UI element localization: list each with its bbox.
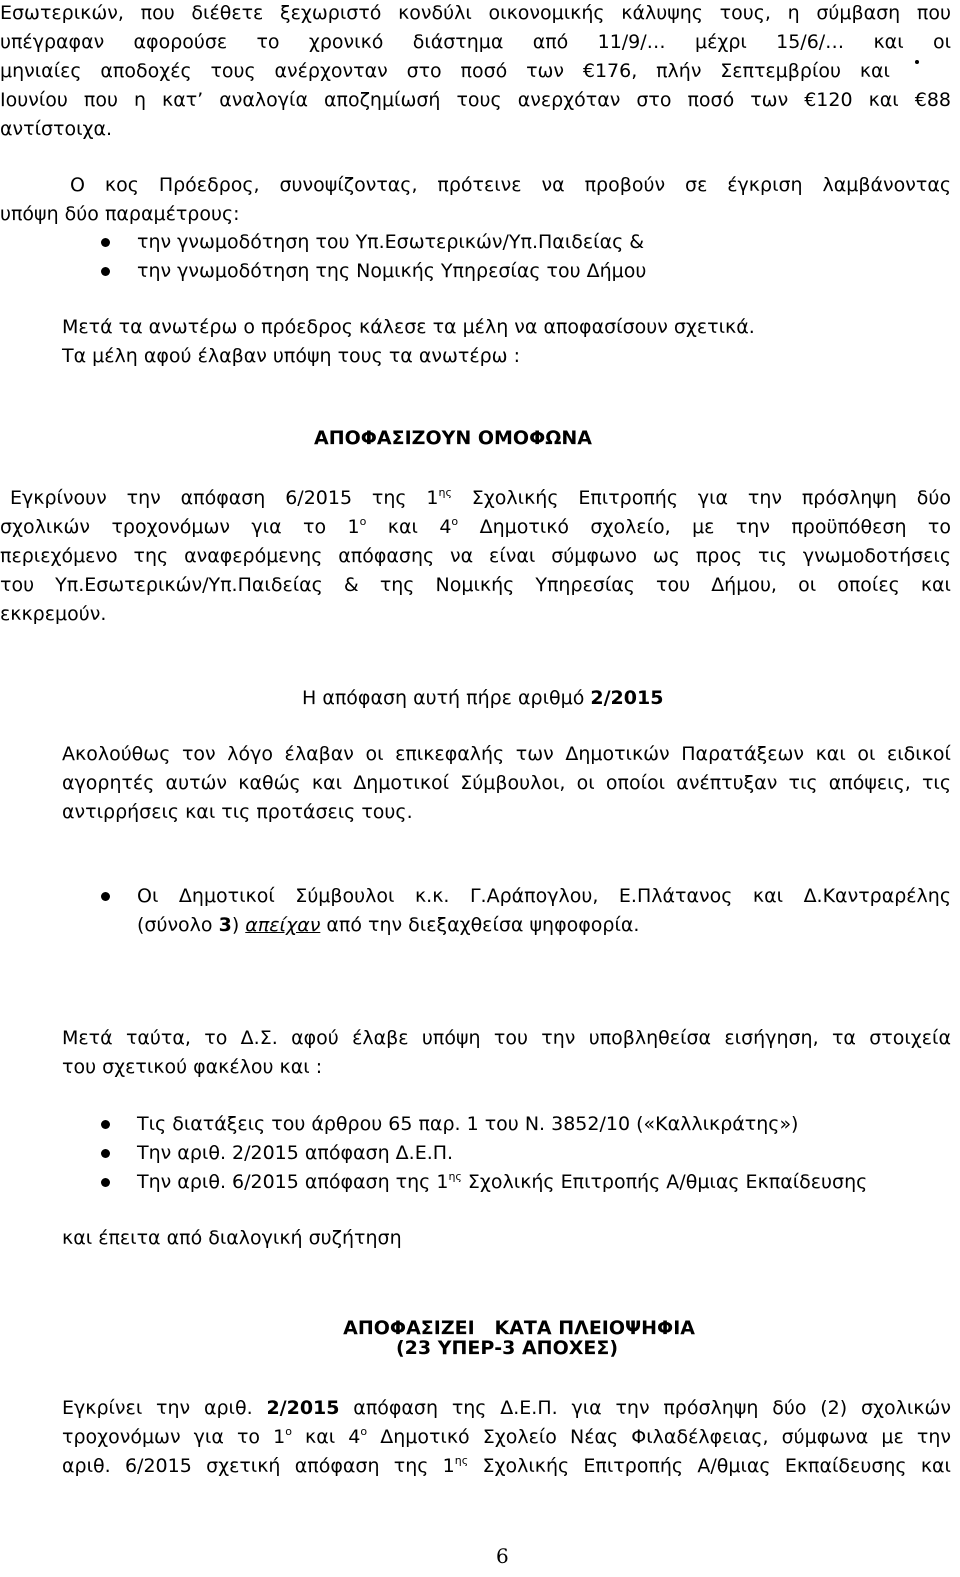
proposal-paragraph — [0, 171, 951, 229]
text-line: μηνιαίες αποδοχές τους ανέρχονταν στο ποσό των €176, πλήν Σεπτεμβρίου και — [0, 60, 890, 82]
majority-heading: ΑΠΟΦΑΣΙΖΕΙ ΚΑΤΑ ΠΛΕΙΟΨΗΦΙΑ — [343, 1317, 695, 1339]
text-line: του σχετικού φακέλου και : — [62, 1056, 323, 1078]
text-line: Ο κος Πρόεδρος, συνοψίζοντας, πρότεινε να προβούν σε έγκριση λαμβάνοντας — [70, 174, 951, 196]
text-line: Τα μέλη αφού έλαβαν υπόψη τους τα ανωτέρω : — [62, 345, 521, 367]
decision-paragraph — [10, 484, 951, 513]
text-line: Μετά τα ανωτέρω ο πρόεδρος κάλεσε τα μέλη να αποφασίσουν σχετικά. — [62, 316, 755, 338]
list-item: την γνωμοδότηση της Νομικής Υπηρεσίας του Δήμου — [137, 260, 647, 282]
decision-paragraph-cont — [0, 513, 951, 629]
text-line: αντιρρήσεις και τις προτάσεις τους. — [62, 801, 413, 823]
text-line: Εγκρίνει την αριθ. 2/2015 απόφαση της Δ.Ε.Π. για την πρόσληψη δύο (2) σχολικών — [62, 1397, 952, 1419]
bullet-icon — [101, 1178, 110, 1187]
bullet-icon — [101, 267, 110, 276]
page-number: 6 — [496, 1544, 509, 1568]
list-item: Την αριθ. 6/2015 απόφαση της $1^{\eta\varsigma}$ Σχολικής Επιτροπής Α/θμιας Εκπαίδευσης — [137, 1170, 868, 1193]
abstain-item — [137, 882, 951, 940]
bullet-icon — [101, 1120, 110, 1129]
text-line: Οι Δημοτικοί Σύμβουλοι κ.κ. Γ.Αράπογλου, Ε.Πλάτανος και Δ.Καντραρέλης — [137, 885, 951, 907]
final-paragraph — [62, 1394, 951, 1481]
decision-number-line: Η απόφαση αυτή πήρε αριθμό 2/2015 — [302, 687, 664, 709]
text-line: περιεχόμενο της αναφερόμενης απόφασης να είναι σύμφωνο ως προς τις γνωμοδοτήσεις — [0, 545, 951, 567]
list-item: την γνωμοδότηση του Υπ.Εσωτερικών/Υπ.Παιδείας & — [137, 231, 645, 253]
text-line: του Υπ.Εσωτερικών/Υπ.Παιδείας & της Νομικής Υπηρεσίας του Δήμου, οι οποίες και — [0, 574, 951, 596]
bullet-icon — [101, 238, 110, 247]
bullet-icon — [101, 892, 110, 901]
then-paragraph — [62, 1024, 951, 1082]
text-line: Εγκρίνουν την απόφαση 6/2015 της $1^{\eta\varsigma}$ Σχολικής Επιτροπής για την πρόσληψη δύο — [10, 486, 951, 509]
list-item: Την αριθ. 2/2015 απόφαση Δ.Ε.Π. — [137, 1142, 454, 1164]
discussion-paragraph — [62, 740, 951, 827]
text-line: (σύνολο 3) απείχαν από την διεξαχθείσα ψηφοφορία. — [137, 914, 640, 936]
text-line: Μετά ταύτα, το Δ.Σ. αφού έλαβε υπόψη του την υποβληθείσα εισήγηση, τα στοιχεία — [62, 1027, 951, 1049]
text-line: υπόψη δύο παραμέτρους: — [0, 203, 240, 225]
list-item: Τις διατάξεις του άρθρου 65 παρ. 1 του Ν. 3852/10 («Καλλικράτης») — [137, 1113, 799, 1135]
text-line: σχολικών τροχονόμων για το $1^o$ και $4^o$ Δημοτικό σχολείο, με την προϋπόθεση το — [0, 515, 951, 538]
text-line: Εσωτερικών, που διέθετε ξεχωριστό κονδύλι οικονομικής κάλυψης τους, η σύμβαση που — [0, 2, 951, 24]
text-line: τροχονόμων για το $1^o$ και $4^o$ Δημοτικό Σχολείο Νέας Φιλαδέλφειας, σύμφωνα με την — [62, 1425, 951, 1448]
intro-paragraph — [0, 0, 951, 144]
text-line: αριθ. 6/2015 σχετική απόφαση της $1^{\eta\varsigma}$ Σχολικής Επιτροπής Α/θμιας Εκπαίδευσης και — [62, 1454, 951, 1477]
stray-dot — [915, 60, 919, 64]
text-line: υπέγραφαν αφορούσε το χρονικό διάστημα από 11/9/… μέχρι 15/6/… και οι — [0, 31, 951, 53]
decision-heading: ΑΠΟΦΑΣΙΖΟΥΝ ΟΜΟΦΩΝΑ — [314, 427, 592, 449]
text-line: εκκρεμούν. — [0, 603, 107, 625]
text-line: και έπειτα από διαλογική συζήτηση — [62, 1227, 402, 1249]
text-line: Ακολούθως τον λόγο έλαβαν οι επικεφαλής των Δημοτικών Παρατάξεων και οι ειδικοί — [62, 743, 951, 765]
text-line: αγορητές αυτών καθώς και Δημοτικοί Σύμβουλοι, οι οποίοι ανέπτυξαν τις απόψεις, τις — [62, 772, 951, 794]
text-line: Ιουνίου που η κατ’ αναλογία αποζημίωσή τους ανερχόταν στο ποσό των €120 και €88 — [0, 89, 951, 111]
vote-count-heading: (23 ΥΠΕΡ-3 ΑΠΟΧΕΣ) — [395, 1337, 619, 1359]
text-line: αντίστοιχα. — [0, 118, 113, 140]
bullet-icon — [101, 1149, 110, 1158]
